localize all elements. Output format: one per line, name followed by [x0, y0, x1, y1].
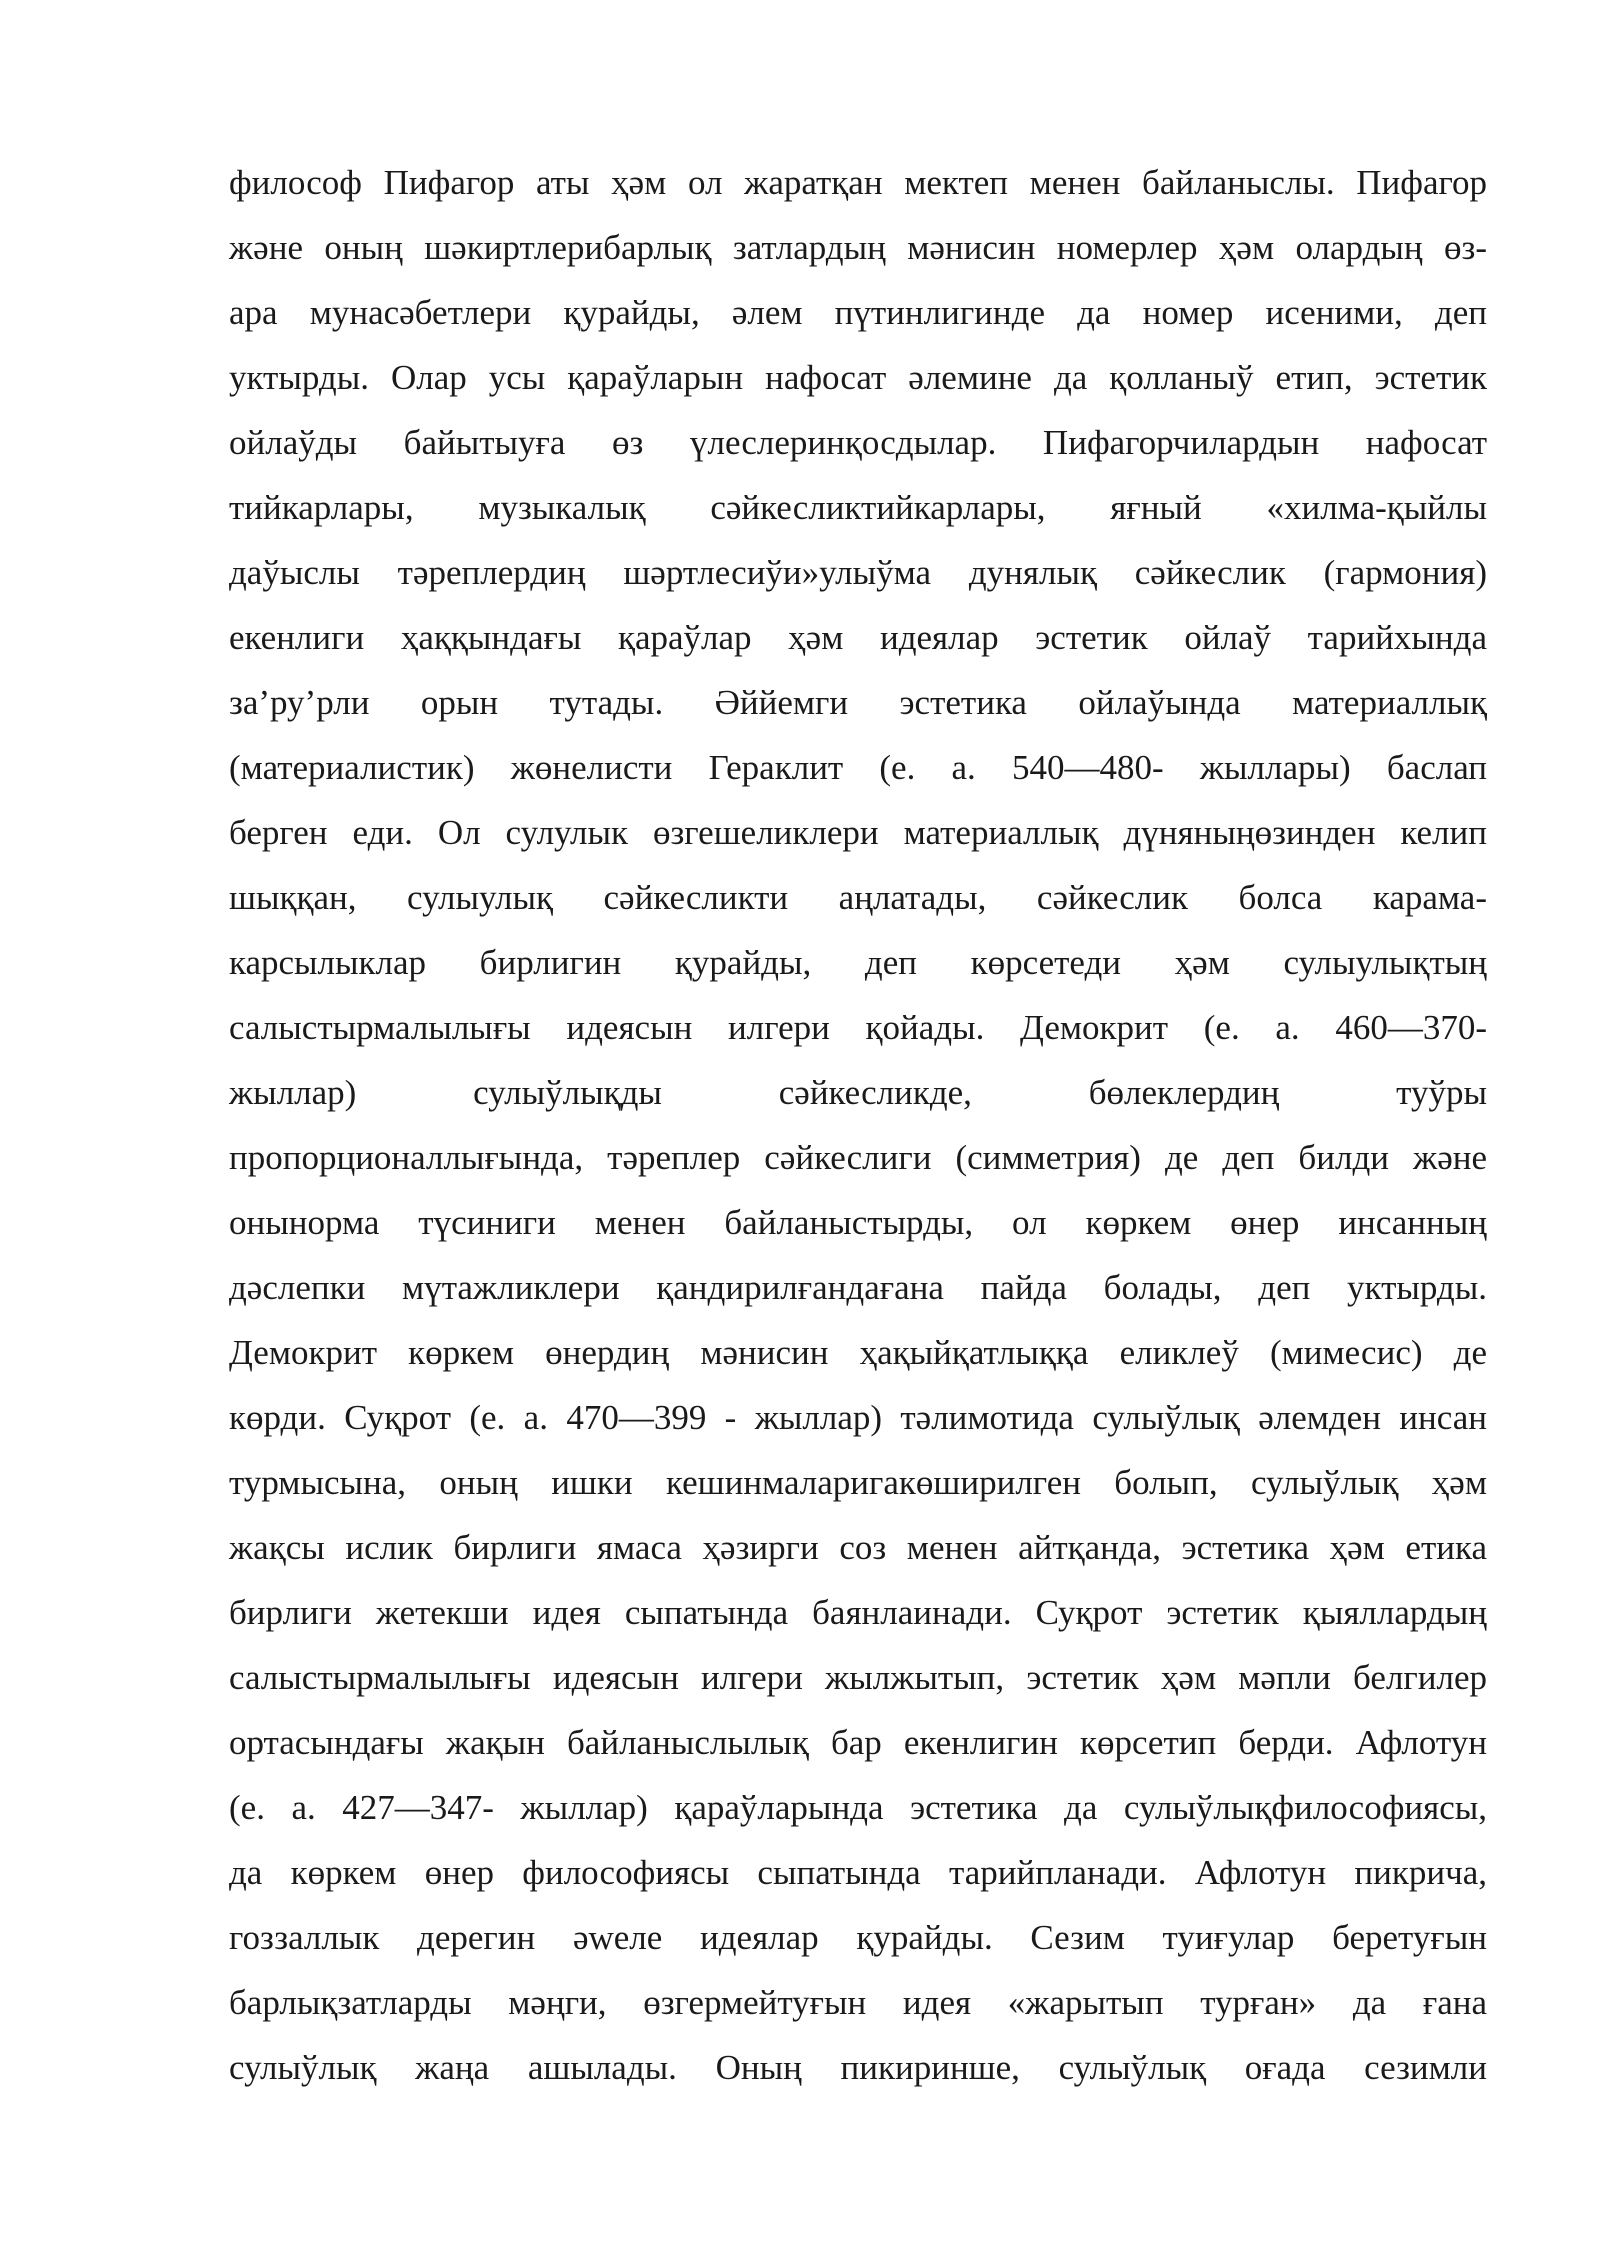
- text-line: көрди. Суқрот (е. а. 470—399 - жыллар) тәлимотида сулыўлық әлемден инсан: [229, 1398, 1487, 1437]
- text-line: салыстырмалылығы идеясын илгери қойады. Демокрит (е. а. 460—370-: [229, 1008, 1487, 1047]
- text-line: дәслепки мүтажликлери қандирилғандағана пайда болады, деп уктырды.: [229, 1268, 1487, 1307]
- text-line: (е. а. 427—347- жыллар) қараўларында эстетика да сулыўлықфилософиясы,: [229, 1788, 1487, 1827]
- text-line: ойлаўды байытыуға өз үлеслеринқосдылар. Пифагорчилардын нафосат: [229, 423, 1487, 462]
- text-line: онынорма түсиниги менен байланыстырды, ол көркем өнер инсанның: [229, 1203, 1487, 1242]
- text-line: (материалистик) жөнелисти Гераклит (е. а. 540—480- жыллары) баслап: [229, 748, 1487, 787]
- text-line: карсылыклар бирлигин қурайды, деп көрсетеди ҳәм сулыулықтың: [229, 943, 1487, 982]
- text-line: Демокрит көркем өнердиң мәнисин ҳақыйқатлыққа еликлеў (мимесис) де: [229, 1333, 1487, 1372]
- text-line: уктырды. Олар усы қараўларын нафосат әлемине да қолланыў етип, эстетик: [229, 358, 1487, 397]
- text-line: шыққан, сулыулық сәйкесликти аңлатады, сәйкеслик болса карама-: [229, 878, 1487, 917]
- text-line: за’ру’рли орын тутады. Әййемги эстетика ойлаўында материаллық: [229, 683, 1487, 722]
- text-line: да көркем өнер философиясы сыпатында тарийпланади. Афлотун пикрича,: [229, 1853, 1487, 1892]
- text-line: пропорционаллығында, тәреплер сәйкеслиги (симметрия) де деп билди және: [229, 1138, 1487, 1177]
- text-line: және оның шәкиртлерибарлық затлардың мәнисин номерлер ҳәм олардың өз-: [229, 228, 1487, 267]
- text-line: гоззаллык дерегин әweле идеялар қурайды. Сезим туиғулар беретуғын: [229, 1918, 1487, 1957]
- text-line: ара мунасәбетлери қурайды, әлем пүтинлигинде да номер исеними, деп: [229, 293, 1487, 332]
- text-line: барлықзатларды мәңги, өзгермейтуғын идея «жарытып турған» да ғана: [229, 1983, 1487, 2022]
- text-line: бирлиги жетекши идея сыпатында баянлаинади. Суқрот эстетик қыяллардың: [229, 1593, 1487, 1632]
- text-line: екенлиги ҳаққындағы қараўлар ҳәм идеялар эстетик ойлаў тарийхында: [229, 618, 1487, 657]
- text-line: даўыслы тәреплердиң шәртлесиўи»улыўма дунялық сәйкеслик (гармония): [229, 553, 1487, 592]
- body-text: [229, 150, 1487, 2100]
- text-line: тийкарлары, музыкалық сәйкесликтийкарлары, яғный «хилма-қыйлы: [229, 488, 1487, 527]
- text-line: ортасындағы жақын байланыслылық бар екенлигин көрсетип берди. Афлотун: [229, 1723, 1487, 1762]
- text-line: сулыўлық жаңа ашылады. Оның пикиринше, сулыўлық оғада сезимли: [229, 2048, 1487, 2087]
- text-line: жақсы ислик бирлиги ямаса ҳәзирги соз менен айтқанда, эстетика ҳәм етика: [229, 1528, 1487, 1567]
- text-line: философ Пифагор аты ҳәм ол жаратқан мектеп менен байланыслы. Пифагор: [229, 163, 1487, 202]
- text-line: турмысына, оның ишки кешинмаларигакөширилген болып, сулыўлық ҳәм: [229, 1463, 1487, 1502]
- text-line: салыстырмалылығы идеясын илгери жылжытып, эстетик ҳәм мәпли белгилер: [229, 1658, 1487, 1697]
- text-line: берген еди. Ол сулулык өзгешеликлери материаллық дүняныңөзинден келип: [229, 813, 1487, 852]
- text-line: жыллар) сулыўлықды сәйкесликде, бөлеклердиң туўры: [229, 1073, 1487, 1112]
